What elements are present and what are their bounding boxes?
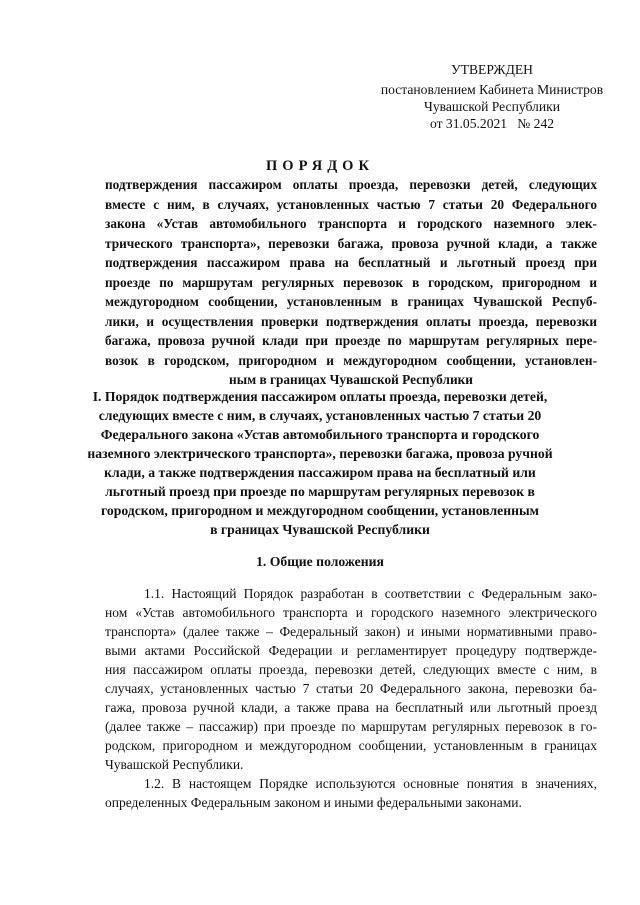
subsection-title: 1. Общие положения [256, 554, 384, 569]
approval-line-3: Чувашской Республики [424, 99, 560, 114]
approval-line-1: УТВЕРЖДЕН [451, 62, 533, 77]
paragraph-line: ном «Устав автомобильного транспорта и городского наземного электрического [105, 605, 597, 620]
subtitle-line: ным в границах Чувашской Республики [229, 372, 473, 387]
subtitle-line: проезде по маршрутам регулярных перевозок в городском, пригородном и [105, 275, 597, 290]
subtitle-line: багажа, провоза ручной клади при проезде по маршрутам регулярных пере- [105, 333, 597, 348]
approval-line-4: от 31.05.2021 № 242 [429, 116, 555, 131]
section-heading-line: городском, пригородном и междугородном сообщении, установленным [101, 503, 539, 518]
subtitle-line: междугородном сообщении, установленным в границах Чувашской Респуб- [105, 294, 597, 309]
approval-line-2: постановлением Кабинета Министров [380, 82, 604, 97]
section-heading-line: Федерального закона «Устав автомобильного транспорта и городского [100, 427, 540, 442]
section-heading-line: наземного электрического транспорта», перевозки багажа, провоза ручной [87, 446, 553, 461]
subtitle-line: трического транспорта», перевозки багажа, провоза ручной клади, а также [105, 236, 597, 251]
subtitle-line: подтверждения пассажиром оплаты проезда, перевозки детей, следующих [105, 177, 597, 192]
subtitle-line: вместе с ним, в случаях, установленных частью 7 статьи 20 Федерального [105, 197, 597, 212]
paragraph-line: транспорта» (далее также – Федеральный закон) и иными нормативными право- [105, 624, 597, 639]
paragraph-line: Чувашской Республики. [105, 757, 244, 772]
paragraph-line: родском, пригородном и междугородном сообщении, установленным в границах [105, 738, 597, 753]
paragraph-line: ния пассажиром оплаты проезда, перевозки детей, следующих вместе с ним, в [105, 662, 597, 677]
paragraph-line: выми актами Российской Федерации и регламентирует процедуру подтвержде- [105, 643, 597, 658]
subtitle-line: закона «Устав автомобильного транспорта и городского наземного элек- [105, 216, 597, 231]
paragraph-line: 1.2. В настоящем Порядке используются основные понятия в значениях, [144, 776, 597, 791]
section-heading-line: клади, а также подтверждения пассажиром права на бесплатный или [104, 465, 536, 480]
subtitle-line: подтверждения пассажиром права на бесплатный и льготный проезд при [105, 255, 597, 270]
paragraph-line: гажа, провоза ручной клади, а также права на бесплатный или льготный проезд [105, 700, 597, 715]
paragraph-line: определенных Федеральным законом и иными федеральными законами. [105, 795, 522, 810]
section-heading-line: в границах Чувашской Республики [210, 522, 430, 537]
document-title: ПОРЯДОК [266, 158, 374, 174]
paragraph-line: случаях, установленных частью 7 статьи 20 Федерального закона, перевозки ба- [105, 681, 597, 696]
subtitle-line: возок в городском, пригородном и междугородном сообщении, установлен- [105, 353, 597, 368]
section-heading-line: следующих вместе с ним, в случаях, установленных частью 7 статьи 20 [98, 408, 542, 423]
paragraph-line: 1.1. Настоящий Порядок разработан в соответствии с Федеральным зако- [144, 586, 597, 601]
subtitle-line: лики, и осуществления проверки подтверждения оплаты проезда, перевозки [105, 314, 597, 329]
section-heading-line: I. Порядок подтверждения пассажиром оплаты проезда, перевозки детей, [92, 389, 548, 404]
section-heading-line: льготный проезд при проезде по маршрутам регулярных перевозок в [105, 484, 535, 499]
paragraph-line: (далее также – пассажир) при проезде по маршрутам регулярных перевозок в го- [105, 719, 597, 734]
